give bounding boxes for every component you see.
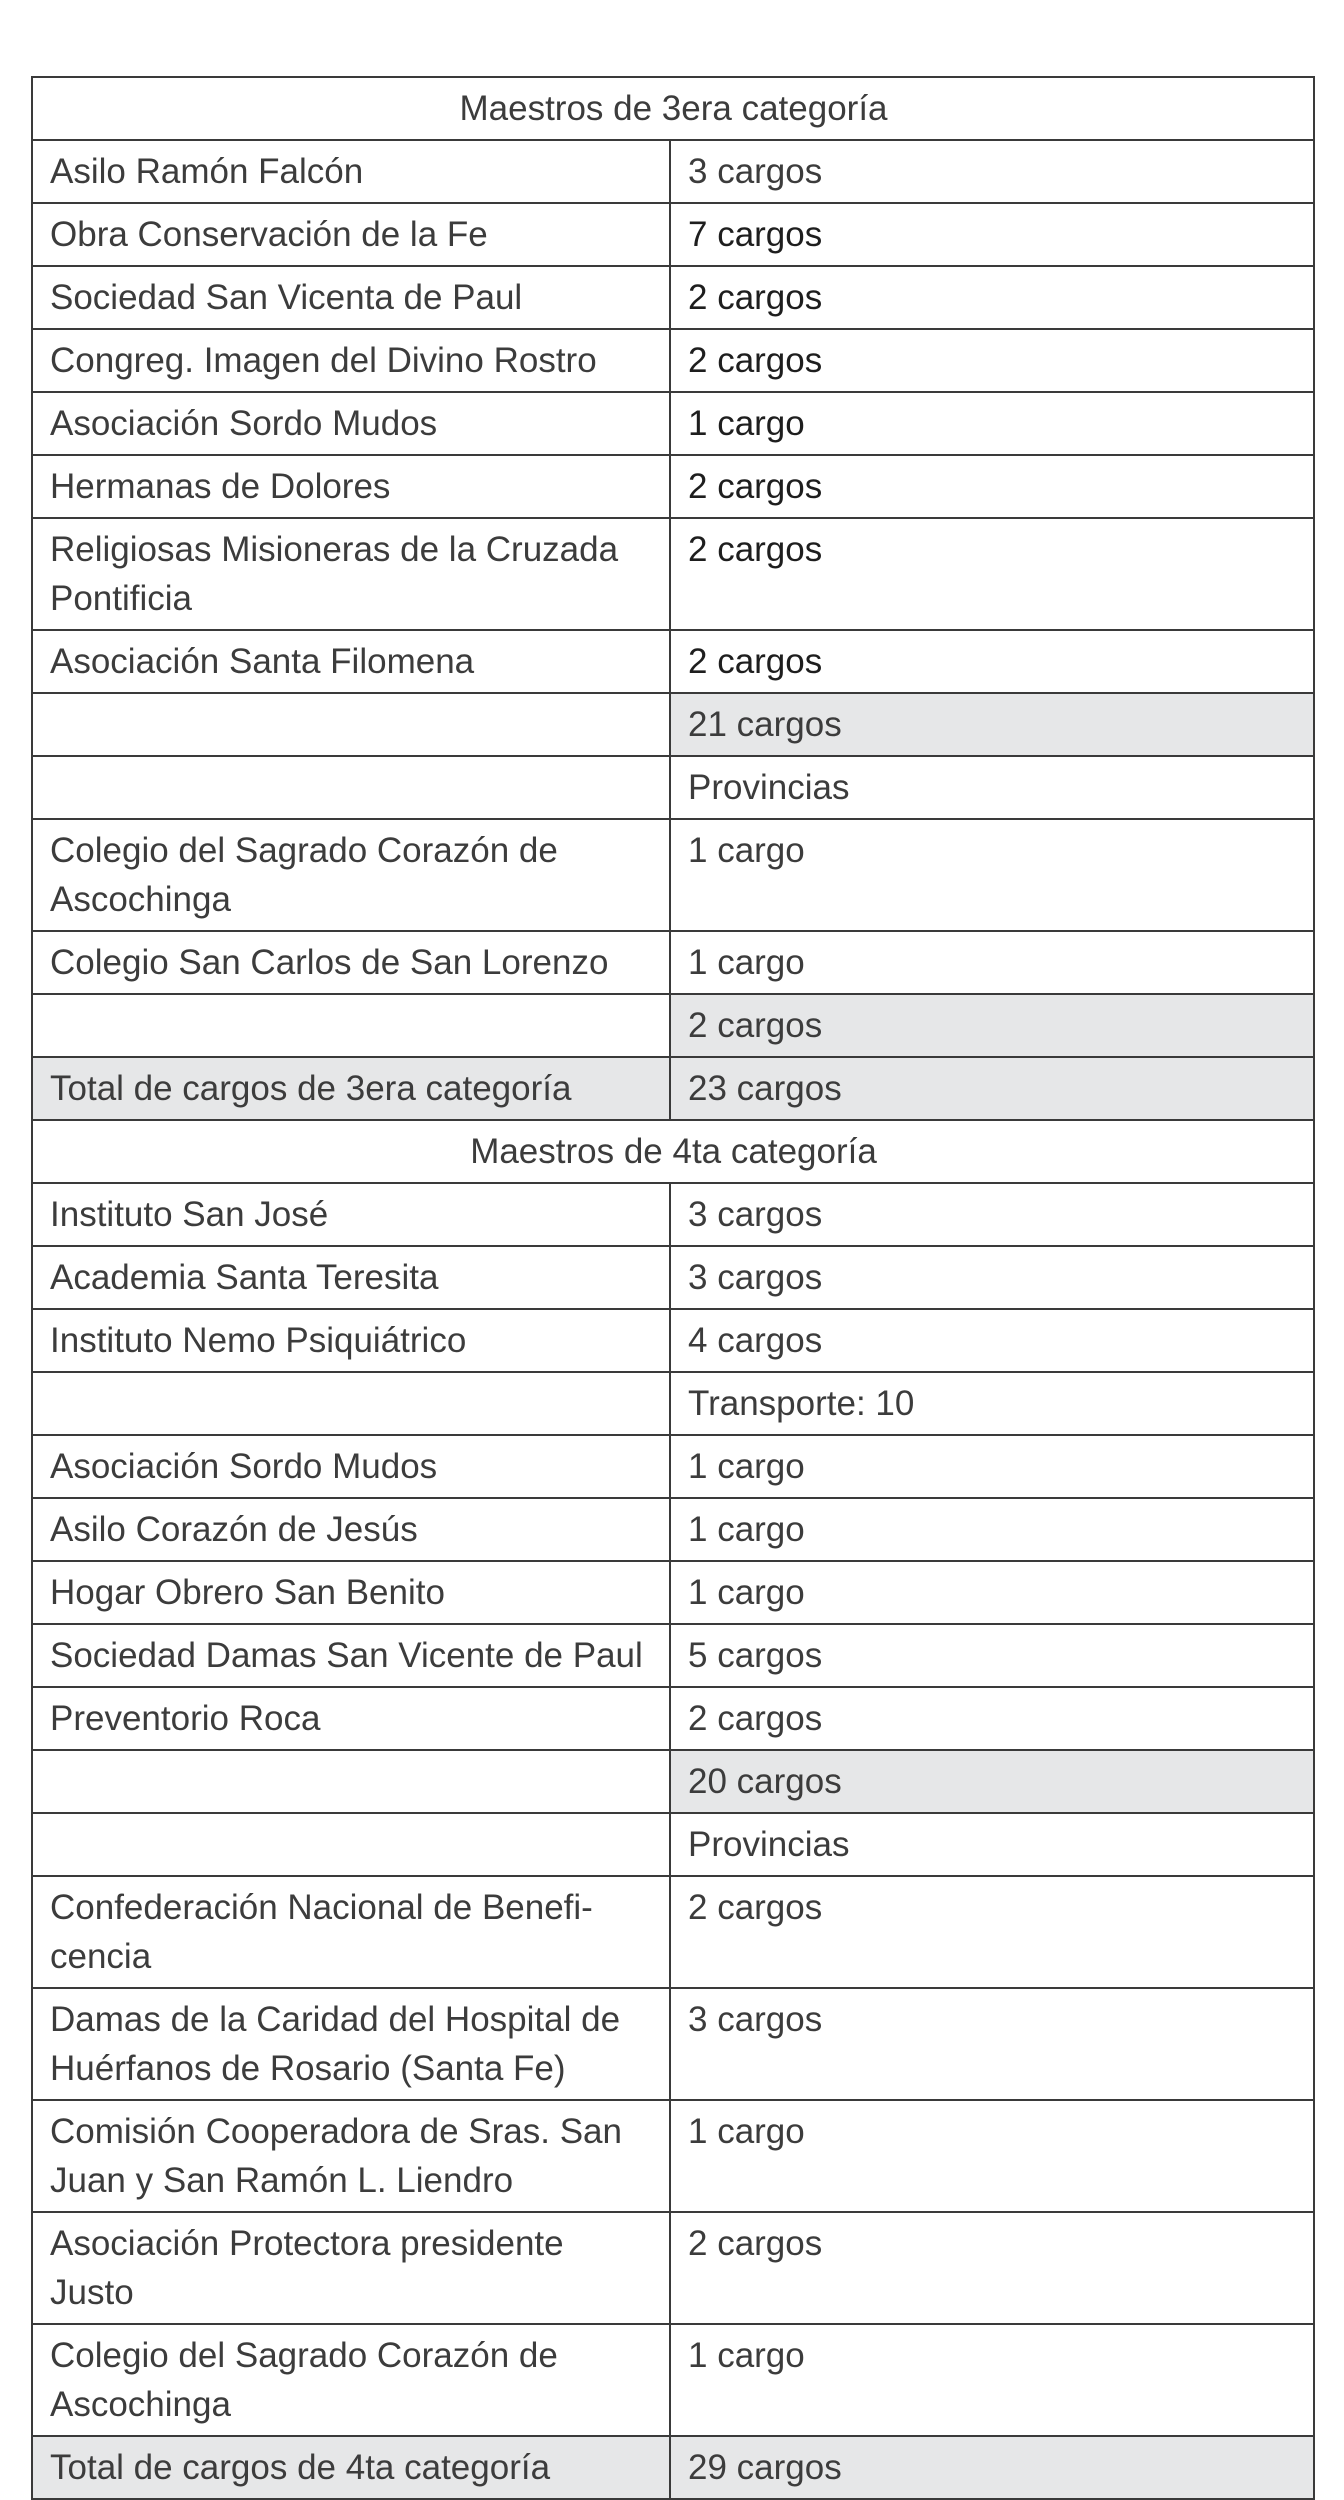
cargos-cell: 7 cargos: [670, 203, 1314, 266]
total-value: 29 cargos: [670, 2436, 1314, 2499]
table-row: [32, 518, 1314, 630]
subtotal-row: [32, 1750, 1314, 1813]
table-row: [32, 1988, 1314, 2100]
table-row: [32, 266, 1314, 329]
institution-cell: Colegio San Carlos de San Lorenzo: [32, 931, 670, 994]
table-row: [32, 455, 1314, 518]
institution-cell: Preventorio Roca: [32, 1687, 670, 1750]
section-header-row: [32, 77, 1314, 140]
cargos-cell: 3 cargos: [670, 1988, 1314, 2100]
table-row: [32, 140, 1314, 203]
institution-cell: Sociedad San Vicenta de Paul: [32, 266, 670, 329]
table-row: [32, 1561, 1314, 1624]
institution-cell: Asociación Sordo Mudos: [32, 392, 670, 455]
empty-cell: [32, 994, 670, 1057]
total-label: Total de cargos de 4ta categoría: [32, 2436, 670, 2499]
table-row: [32, 931, 1314, 994]
cargos-cell: 3 cargos: [670, 140, 1314, 203]
cargos-cell: 2 cargos: [670, 518, 1314, 630]
cargos-cell: 2 cargos: [670, 1687, 1314, 1750]
cargos-cell: 2 cargos: [670, 329, 1314, 392]
section-3-header: Maestros de 3era categoría: [32, 77, 1314, 140]
institution-cell: Hogar Obrero San Benito: [32, 1561, 670, 1624]
cargos-cell: 1 cargo: [670, 931, 1314, 994]
subtotal-row: [32, 693, 1314, 756]
subtotal-cell: 2 cargos: [670, 994, 1314, 1057]
institution-cell: Colegio del Sagrado Corazón de Ascochinga: [32, 819, 670, 931]
empty-cell: [32, 756, 670, 819]
table-row: [32, 2212, 1314, 2324]
transport-cell: Transporte: 10: [670, 1372, 1314, 1435]
provincias-row: [32, 1813, 1314, 1876]
empty-cell: [32, 693, 670, 756]
cargos-cell: 2 cargos: [670, 630, 1314, 693]
institution-cell: Asilo Ramón Falcón: [32, 140, 670, 203]
provincias-row: [32, 756, 1314, 819]
cargos-table: [31, 76, 1315, 2500]
institution-cell: Confederación Nacional de Benefi-cencia: [32, 1876, 670, 1988]
cargos-cell: 3 cargos: [670, 1183, 1314, 1246]
provincias-label: Provincias: [670, 756, 1314, 819]
institution-cell: Obra Conservación de la Fe: [32, 203, 670, 266]
table-row: [32, 1435, 1314, 1498]
cargos-cell: 1 cargo: [670, 392, 1314, 455]
institution-cell: Asociación Sordo Mudos: [32, 1435, 670, 1498]
table-row: [32, 630, 1314, 693]
institution-cell: Religiosas Misioneras de la Cruzada Pontificia: [32, 518, 670, 630]
institution-cell: Instituto Nemo Psiquiátrico: [32, 1309, 670, 1372]
cargos-cell: 1 cargo: [670, 1435, 1314, 1498]
transport-row: [32, 1372, 1314, 1435]
cargos-cell: 1 cargo: [670, 1498, 1314, 1561]
cargos-cell: 1 cargo: [670, 1561, 1314, 1624]
institution-cell: Damas de la Caridad del Hospital de Huérfanos de Rosario (Santa Fe): [32, 1988, 670, 2100]
empty-cell: [32, 1813, 670, 1876]
cargos-cell: 1 cargo: [670, 819, 1314, 931]
cargos-cell: 2 cargos: [670, 455, 1314, 518]
institution-cell: Colegio del Sagrado Corazón de Ascochinga: [32, 2324, 670, 2436]
institution-cell: Hermanas de Dolores: [32, 455, 670, 518]
table-row: [32, 2324, 1314, 2436]
table-row: [32, 1498, 1314, 1561]
cargos-cell: 2 cargos: [670, 266, 1314, 329]
empty-cell: [32, 1750, 670, 1813]
institution-cell: Asilo Corazón de Jesús: [32, 1498, 670, 1561]
subtotal-cell: 20 cargos: [670, 1750, 1314, 1813]
table-row: [32, 392, 1314, 455]
table-row: [32, 1624, 1314, 1687]
institution-cell: Sociedad Damas San Vicente de Paul: [32, 1624, 670, 1687]
total-row: [32, 1057, 1314, 1120]
cargos-cell: 2 cargos: [670, 2212, 1314, 2324]
cargos-cell: 2 cargos: [670, 1876, 1314, 1988]
table-row: [32, 329, 1314, 392]
institution-cell: Asociación Santa Filomena: [32, 630, 670, 693]
cargos-cell: 4 cargos: [670, 1309, 1314, 1372]
cargos-cell: 1 cargo: [670, 2324, 1314, 2436]
provincias-label: Provincias: [670, 1813, 1314, 1876]
table-row: [32, 819, 1314, 931]
institution-cell: Congreg. Imagen del Divino Rostro: [32, 329, 670, 392]
total-label: Total de cargos de 3era categoría: [32, 1057, 670, 1120]
empty-cell: [32, 1372, 670, 1435]
total-row: [32, 2436, 1314, 2499]
table-row: [32, 2100, 1314, 2212]
institution-cell: Comisión Cooperadora de Sras. San Juan y San Ramón L. Liendro: [32, 2100, 670, 2212]
institution-cell: Instituto San José: [32, 1183, 670, 1246]
subtotal-row: [32, 994, 1314, 1057]
total-value: 23 cargos: [670, 1057, 1314, 1120]
subtotal-cell: 21 cargos: [670, 693, 1314, 756]
table-row: [32, 1876, 1314, 1988]
institution-cell: Academia Santa Teresita: [32, 1246, 670, 1309]
section-4-header: Maestros de 4ta categoría: [32, 1120, 1314, 1183]
cargos-cell: 1 cargo: [670, 2100, 1314, 2212]
cargos-cell: 3 cargos: [670, 1246, 1314, 1309]
section-header-row: [32, 1120, 1314, 1183]
table-row: [32, 1183, 1314, 1246]
cargos-cell: 5 cargos: [670, 1624, 1314, 1687]
table-row: [32, 1246, 1314, 1309]
institution-cell: Asociación Protectora presidente Justo: [32, 2212, 670, 2324]
table-row: [32, 203, 1314, 266]
table-row: [32, 1687, 1314, 1750]
table-row: [32, 1309, 1314, 1372]
